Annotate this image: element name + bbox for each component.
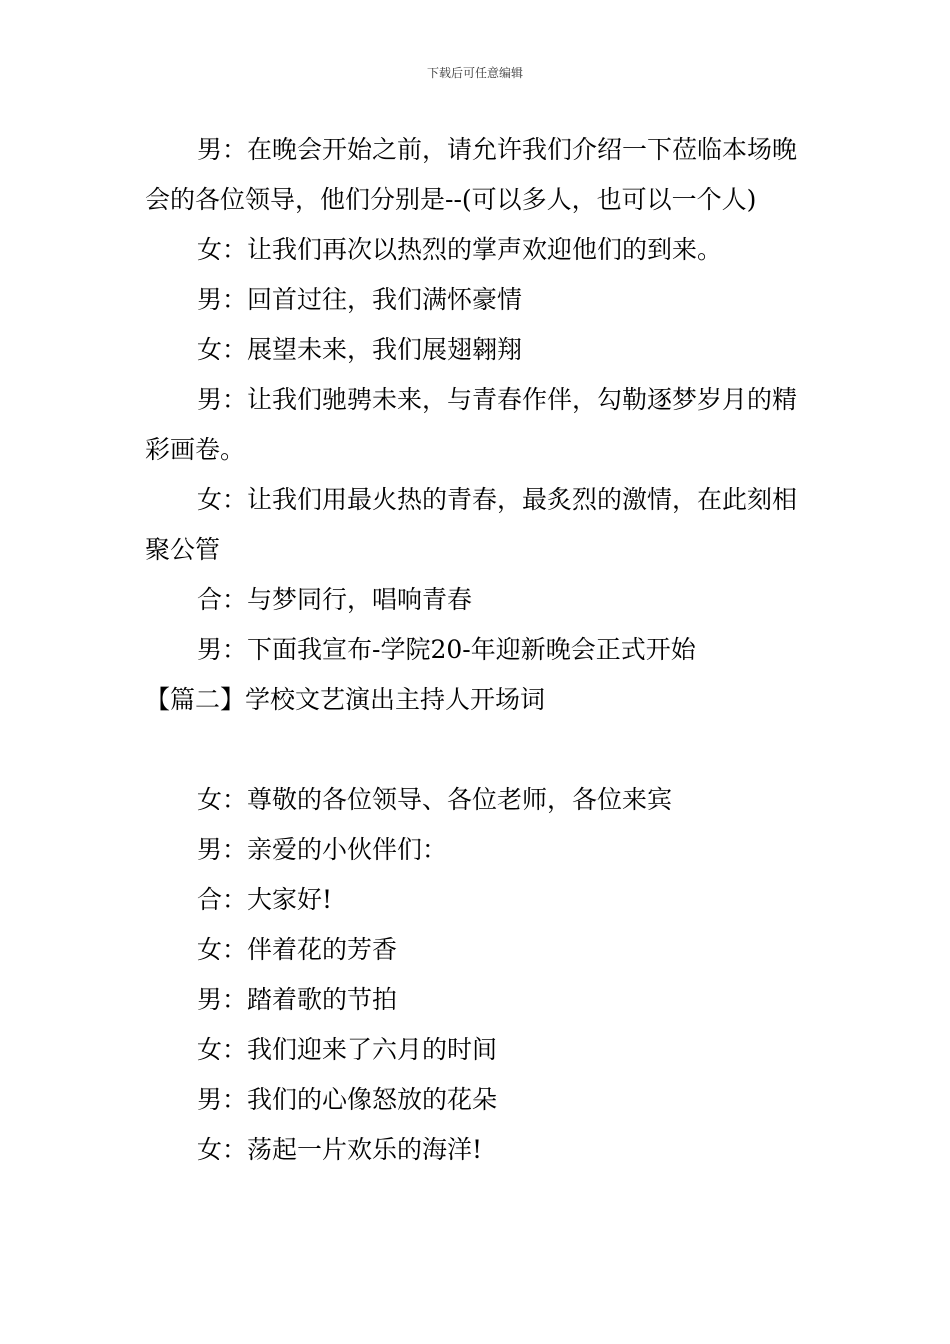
blank-line [145, 725, 810, 775]
paragraph: 女：让我们再次以热烈的掌声欢迎他们的到来。 [197, 235, 723, 264]
paragraph: 男：下面我宣布-学院20-年迎新晚会正式开始 [197, 635, 696, 664]
paragraph: 男：回首过往，我们满怀豪情 [197, 285, 523, 314]
paragraph: 男：我们的心像怒放的花朵 [197, 1085, 498, 1114]
paragraph: 合：与梦同行，唱响青春 [197, 585, 473, 614]
paragraph: 女：展望未来，我们展翅翱翔 [197, 335, 523, 364]
paragraph: 男：踏着歌的节拍 [197, 985, 398, 1014]
paragraph: 男：让我们驰骋未来，与青春作伴，勾勒逐梦岁月的精彩画卷。 [145, 385, 798, 464]
section-title: 【篇二】学校文艺演出主持人开场词 [145, 685, 546, 714]
paragraph: 女：我们迎来了六月的时间 [197, 1035, 498, 1064]
paragraph: 女：尊敬的各位领导、各位老师，各位来宾 [197, 785, 673, 814]
paragraph: 女：让我们用最火热的青春，最炙烈的激情，在此刻相聚公管 [145, 485, 798, 564]
paragraph: 女：伴着花的芳香 [197, 935, 398, 964]
paragraph: 女：荡起一片欢乐的海洋! [197, 1135, 483, 1164]
paragraph: 男：在晚会开始之前，请允许我们介绍一下莅临本场晚会的各位领导，他们分别是--(可以多人，也可以一个人) [145, 135, 798, 214]
document-body [145, 125, 810, 1175]
page-header: 下载后可任意编辑 [426, 66, 523, 80]
paragraph: 男：亲爱的小伙伴们： [197, 835, 448, 864]
paragraph: 合：大家好! [197, 885, 333, 914]
